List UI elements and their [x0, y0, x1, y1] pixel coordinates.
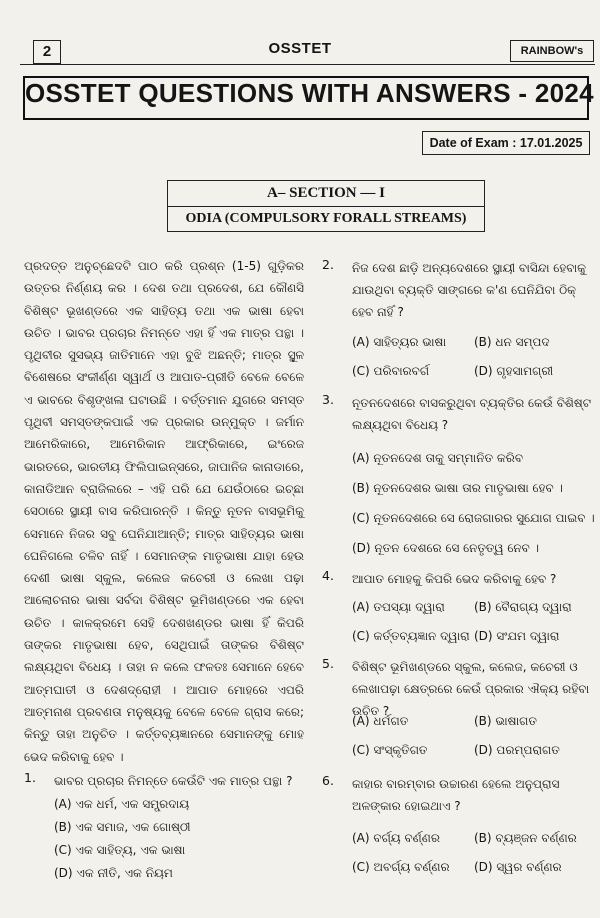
options-row-1	[352, 332, 597, 352]
question-text: ଭାବର ପ୍ରଚାର ନିମନ୍ତେ କେଉଁଟି ଏକ ମାତ୍ର ପନ୍ଥା ?	[54, 774, 293, 788]
section-subheading: ODIA (COMPULSORY FORALL STREAMS)	[185, 211, 467, 226]
question-text: ବିଶିଷ୍ଟ ଭୂମିଖଣ୍ଡରେ ସ୍କୁଲ, କଲେଜ, କଚେରୀ ଓ ଲେଖାପଢ଼ା କ୍ଷେତ୍ରରେ କେଉଁ ପ୍ରକାର ଐକ୍ୟ ରହିବା ଉଚିତ ?	[352, 660, 590, 718]
option-a[interactable]: (A) ଧର୍ମଗତ	[352, 714, 409, 728]
option-d[interactable]: (D) ପରମ୍ପରାଗତ	[474, 743, 560, 757]
option-d[interactable]: (D) ଏକ ନୀତି, ଏକ ନିୟମ	[54, 866, 173, 880]
reading-passage: ପ୍ରଦତ୍ତ ଅନୁଚ୍ଛେଦଟି ପାଠ କରି ପ୍ରଶ୍ନ (1-5) ଗୁଡ଼ିକର ଉତ୍ତର ନିର୍ଣ୍ଣୟ କର । ଦେଶ ତଥା ପ୍ରଦେଶ, ଯେ କୌଣସି ବିଶିଷ୍ଟ ଭୂଖଣ୍ଡରେ ଏକ ସାହିତ୍ୟ ତଥା ଏକ ଭାଷା ହେବା ଉଚିତ । ଭାବର ପ୍ରଚାର ନିମନ୍ତେ ଏହା ହିଁ ଏକ ମାତ୍ର ପନ୍ଥା । ପୃଥିବୀର ସୁସଭ୍ୟ ଜାତିମାନେ ଏହା ବୁଝି ଅଛନ୍ତି; ମାତ୍ର ସ୍ଥୂଳ ବିଶେଷରେ ସଂକୀର୍ଣ୍ଣ ସ୍ୱାର୍ଥ ଓ ଆପାତ-ପ୍ରୀତି ବେଳେ ବେଳେ ଏ ଭାବରେ ବିଶୃଙ୍ଖଳା ଘଟାଉଛି । ବର୍ତ୍ତମାନ ଯୁଗରେ ସମସ୍ତ ପୃଥିବୀ ସମସ୍ତଙ୍କପାଇଁ ଏକ ପ୍ରକାର ଉନ୍ମୁକ୍ତ । ଜର୍ମାନ ଆମେରିକାରେ, ଆମେରିକାନ ଆଫ୍ରିକାରେ, ଇଂରେଜ ଭାରତରେ, ଭାରତୀୟ ଫିଲିପାଇନ୍ସରେ, ଜାପାନିଜ କାନାଡାରେ, କାନାଡିଆନ ବ୍ରାଜିଲରେ – ଏହି ପରି ଯେ ଯେଉଁଠାରେ ଇଚ୍ଛା ସେଠାରେ ସ୍ଥାୟୀ ବାସ କରିପାରନ୍ତି । କିନ୍ତୁ ନୂତନ ବାସଭୂମିକୁ ସେମାନେ ନିଜର ସବୁ ଘେନିଯାଆନ୍ତି; ମାତ୍ର ସାହିତ୍ୟର ଭାଷା ଘେନିଗଲେ ଚଳିବ ନାହିଁ । ସେମାନଙ୍କ ମାତୃଭାଷା ଯାହା ହେଉ ଦେଶୀ ଭାଷା ସ୍କୁଲ, କଲେଜ କଚେରୀ ଓ ଲେଖା ପଢ଼ା ଆଲୋଚନାର ଭାଷା ସର୍ବଦା ବିଶିଷ୍ଟ ଭୂମିଖଣ୍ଡରେ ଏକ ହେବା ଉଚିତ । କାଳକ୍ରମେ ସେହି ଦେଶଖଣ୍ଡର ଭାଷା ହିଁ କିପରି ତାଙ୍କର ମାତୃଭାଷା ହେବ, ସେଥିପାଇଁ ତାଙ୍କର ବିଶିଷ୍ଟ ଲକ୍ଷ୍ୟଥିବା ବିଧେୟ । ତାହା ନ କଲେ ଫଳତଃ ସେମାନେ ହେବେ ଆତ୍ମଘାତୀ ଓ ଦେଶଦ୍ରୋହୀ । ଆପାତ ମୋହରେ ଏପରି ଆତ୍ମନାଶ ପ୍ରବଣତା ମନୁଷ୍ୟକୁ ବେଳେ ବେଳେ ଗ୍ରାସ କରେ; କିନ୍ତୁ ତାହା ଅନୁଚିତ । କର୍ତ୍ତବ୍ୟଜ୍ଞାନରେ ସେମାନଙ୍କୁ ମୋହ ଭେଦ କରିବାକୁ ହେବ ।	[24, 259, 304, 764]
option-c[interactable]: (C) ସଂସ୍କୃତିଗତ	[352, 743, 428, 757]
question-1	[24, 770, 304, 890]
options-row-2	[352, 857, 597, 877]
options-row-1	[352, 711, 597, 731]
options-row-1	[352, 828, 597, 848]
question-3	[322, 392, 597, 562]
section-heading: A– SECTION — I	[168, 181, 484, 207]
options-row-2	[352, 740, 597, 760]
question-number: 5.	[322, 656, 334, 671]
question-number: 2.	[322, 257, 334, 272]
option-c[interactable]: (C) ନୂତନଦେଶରେ ସେ ରୋଜଗାରର ସୁଯୋଗ ପାଇବ ।	[352, 511, 595, 525]
option-b[interactable]: (B) ନୂତନଦେଶର ଭାଷା ତାର ମାତୃଭାଷା ହେବ ।	[352, 481, 563, 495]
question-text: ନୂତନଦେଶରେ ବାସକରୁଥିବା ବ୍ୟକ୍ତିର କେଉଁ ବିଶିଷ୍ଟ ଲକ୍ଷ୍ୟଥିବା ବିଧେୟ ?	[352, 396, 592, 432]
option-d[interactable]: (D) ସଂଯମ ଦ୍ୱାରା	[474, 629, 560, 643]
option-a[interactable]: (A) ଏକ ଧର୍ମ, ଏକ ସମ୍ପ୍ରଦାୟ	[54, 797, 190, 811]
option-b[interactable]: (B) ଏକ ସମାଜ, ଏକ ଗୋଷ୍ଠୀ	[54, 820, 191, 834]
option-a[interactable]: (A) ବର୍ଗ୍ୟ ବର୍ଣ୍ଣର	[352, 831, 440, 845]
option-a[interactable]: (A) ତପସ୍ୟା ଦ୍ୱାରା	[352, 600, 445, 614]
option-b[interactable]: (B) ବୈରାଗ୍ୟ ଦ୍ୱାରା	[474, 600, 572, 614]
option-d[interactable]: (D) ଗୃହସାମଗ୍ରୀ	[474, 364, 554, 378]
header-divider	[20, 64, 595, 65]
question-text: ନିଜ ଦେଶ ଛାଡ଼ି ଅନ୍ୟଦେଶରେ ସ୍ଥାୟୀ ବାସିନ୍ଦା ହେବାକୁ ଯାଉଥିବା ବ୍ୟକ୍ତି ସାଙ୍ଗରେ କ'ଣ ଘେନିଯିବା ଠିକ୍ ହେବ ନାହିଁ ?	[352, 261, 587, 319]
main-title: OSSTET QUESTIONS WITH ANSWERS - 2024	[23, 76, 589, 120]
question-4	[322, 568, 597, 648]
question-2	[322, 257, 597, 387]
option-b[interactable]: (B) ବ୍ୟଞ୍ଜନ ବର୍ଣ୍ଣର	[474, 831, 577, 845]
options-row-1	[352, 597, 597, 617]
question-number: 1.	[24, 770, 36, 785]
options-row-2	[352, 361, 597, 381]
page-number: 2	[33, 40, 61, 64]
question-5	[322, 656, 597, 766]
option-b[interactable]: (B) ଧନ ସମ୍ପଦ	[474, 335, 550, 349]
question-6	[322, 773, 597, 883]
option-a[interactable]: (A) ସାହିତ୍ୟର ଭାଷା	[352, 335, 447, 349]
exam-date-box: Date of Exam : 17.01.2025	[422, 131, 590, 155]
option-a[interactable]: (A) ନୂତନଦେଶ ତାକୁ ସମ୍ମାନିତ କରିବ	[352, 451, 524, 465]
option-c[interactable]: (C) ପରିବାରବର୍ଗ	[352, 364, 430, 378]
question-number: 4.	[322, 568, 334, 583]
option-b[interactable]: (B) ଭାଷାଗତ	[474, 714, 537, 728]
question-number: 3.	[322, 392, 334, 407]
option-d[interactable]: (D) ସ୍ୱର ବର୍ଣ୍ଣର	[474, 860, 562, 874]
option-c[interactable]: (C) ଏକ ସାହିତ୍ୟ, ଏକ ଭାଷା	[54, 843, 186, 857]
option-c[interactable]: (C) ଅବର୍ଗ୍ୟ ବର୍ଣ୍ଣର	[352, 860, 450, 874]
question-text: ଆପାତ ମୋହକୁ କିପରି ଭେଦ କରିବାକୁ ହେବ ?	[352, 572, 557, 586]
question-number: 6.	[322, 773, 334, 788]
section-title-box	[167, 180, 485, 232]
running-title: OSSTET	[268, 40, 332, 57]
publisher-brand: RAINBOW's	[510, 40, 594, 62]
option-d[interactable]: (D) ନୂତନ ଦେଶରେ ସେ ନେତୃତ୍ୱ ନେବ ।	[352, 541, 540, 555]
options-row-2	[352, 626, 597, 646]
option-c[interactable]: (C) କର୍ତ୍ତବ୍ୟଜ୍ଞାନ ଦ୍ୱାରା	[352, 629, 470, 643]
question-text: କାହାର ବାରମ୍ବାର ଉଚ୍ଚାରଣ ହେଲେ ଅନୁପ୍ରାସ ଅଳଙ୍କାର ହୋଇଥାଏ ?	[352, 777, 560, 813]
